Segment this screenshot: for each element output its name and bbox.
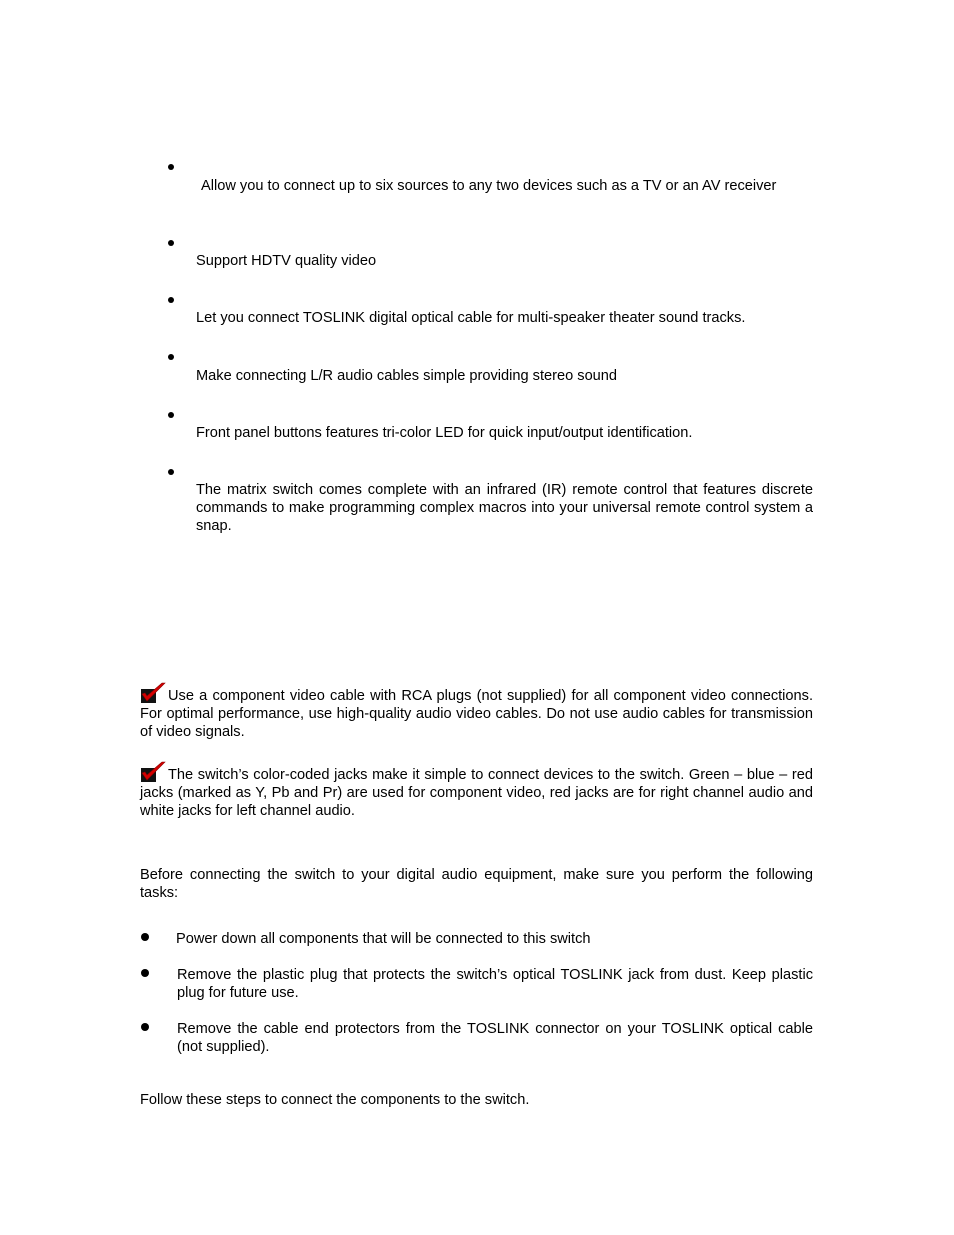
feature-item: Let you connect TOSLINK digital optical cable for multi-speaker theater sound tracks.	[196, 310, 746, 326]
bullet-icon	[141, 969, 149, 977]
task-item: Remove the plastic plug that protects the switch’s optical TOSLINK jack from dust. Keep plastic plug for future use.	[177, 967, 813, 1001]
bullet-icon	[168, 354, 174, 360]
bullet-icon	[168, 297, 174, 303]
feature-item: Make connecting L/R audio cables simple providing stereo sound	[196, 368, 618, 384]
bullet-icon	[168, 412, 174, 418]
intro-paragraph: Before connecting the switch to your digital audio equipment, make sure you perform the following tasks:	[140, 867, 813, 901]
closing-paragraph: Follow these steps to connect the components to the switch.	[140, 1092, 530, 1108]
feature-item: The matrix switch comes complete with an infrared (IR) remote control that features discrete commands to make programming complex macros into your universal remote control system a snap.	[196, 482, 813, 534]
bullet-icon	[141, 1023, 149, 1031]
note-text: Use a component video cable with RCA plugs (not supplied) for all component video connections. For optimal performance, use high-quality audio video cables. Do not use audio cables for transmission of video signals.	[140, 688, 813, 740]
note-component-cable	[140, 682, 813, 741]
bullet-icon	[141, 933, 149, 941]
bullet-icon	[168, 240, 174, 246]
feature-item: Allow you to connect up to six sources to any two devices such as a TV or an AV receiver	[201, 178, 777, 194]
feature-item: Support HDTV quality video	[196, 253, 377, 269]
bullet-icon	[168, 164, 174, 170]
note-color-coded-jacks	[140, 761, 813, 820]
task-item: Remove the cable end protectors from the TOSLINK connector on your TOSLINK optical cable (not supplied).	[177, 1021, 813, 1055]
bullet-icon	[168, 469, 174, 475]
task-item: Power down all components that will be connected to this switch	[176, 931, 591, 947]
note-text: The switch’s color-coded jacks make it simple to connect devices to the switch. Green – blue – red jacks (marked as Y, Pb and Pr) are used for component video, red jacks are for right channel audio and white jacks for left channel audio.	[140, 767, 813, 819]
checkmark-icon	[140, 761, 167, 783]
feature-item: Front panel buttons features tri-color LED for quick input/output identification.	[196, 425, 693, 441]
checkmark-icon	[140, 682, 167, 704]
